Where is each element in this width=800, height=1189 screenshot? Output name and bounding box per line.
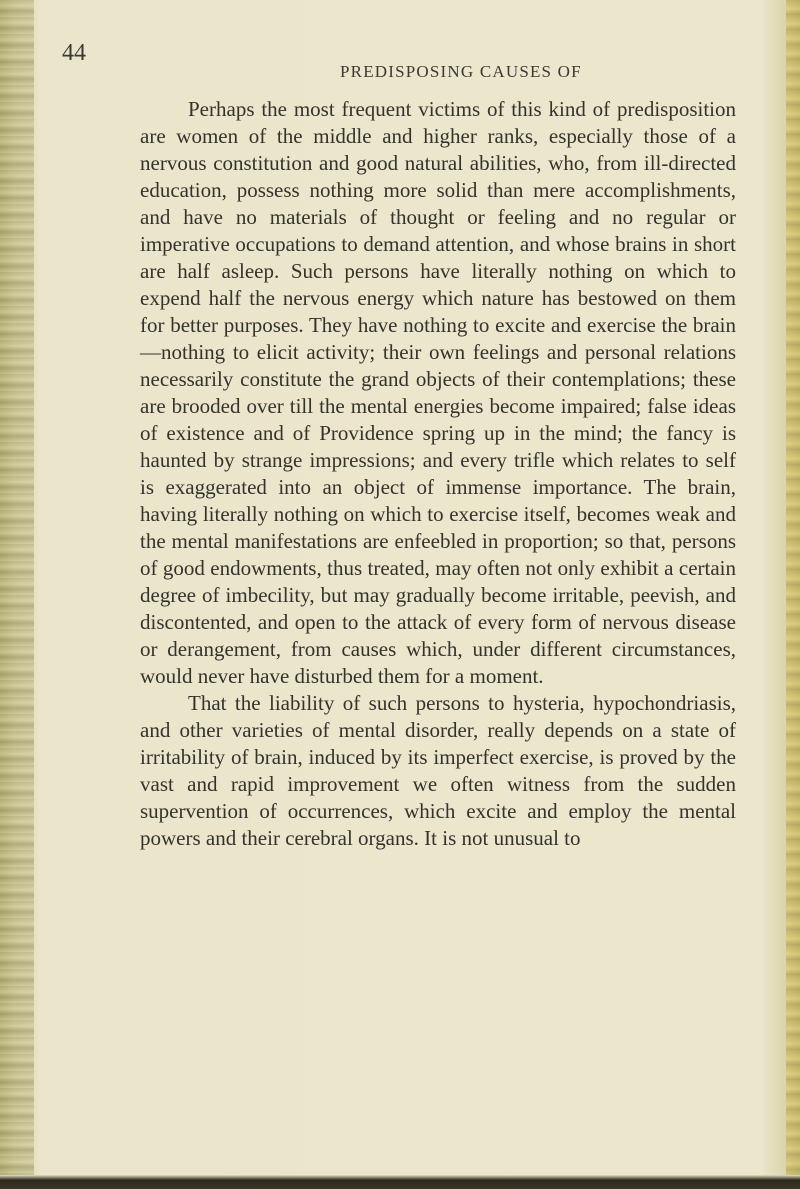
paragraph: That the liability of such persons to hysteria, hypochondriasis, and other varieties of mental disorder, really depends on a state of irritability of brain, induced by its imperfect exercise, is proved by the vast and rapid improvement we often witness from the sudden supervention of occurrences, which excite and employ the mental powers and their cerebral organs. It is not unusual to (140, 691, 736, 850)
page-right-edge (786, 0, 800, 1189)
running-head: PREDISPOSING CAUSES OF (340, 62, 582, 81)
page-number: 44 (62, 40, 86, 66)
page-bottom-edge (0, 1175, 800, 1189)
body-text (140, 96, 736, 852)
binding-edge (0, 0, 34, 1189)
paragraph: Perhaps the most frequent victims of this kind of predisposition are women of the middle and higher ranks, especially those of a nervous constitution and good natural abilities, who, from ill-directed education, possess nothing more solid than mere accomplishments, and have no materials of thought or feeling and no regular or imperative occupations to demand attention, and whose brains in short are half asleep. Such persons have literally nothing on which to expend half the nervous energy which nature has bestowed on them for better purposes. They have nothing to excite and exercise the brain—nothing to elicit activity; their own feelings and personal relations necessarily constitute the grand objects of their contemplations; these are brooded over till the mental energies become impaired; false ideas of existence and of Providence spring up in the mind; the fancy is haunted by strange impressions; and every trifle which relates to self is exaggerated into an object of immense importance. The brain, having literally nothing on which to exercise itself, becomes weak and the mental manifestations are enfeebled in proportion; so that, persons of good endowments, thus treated, may often not only exhibit a certain degree of imbecility, but may gradually become irritable, peevish, and discontented, and open to the attack of every form of nervous disease or derangement, from causes which, under different circumstances, would never have disturbed them for a moment. (140, 97, 736, 688)
